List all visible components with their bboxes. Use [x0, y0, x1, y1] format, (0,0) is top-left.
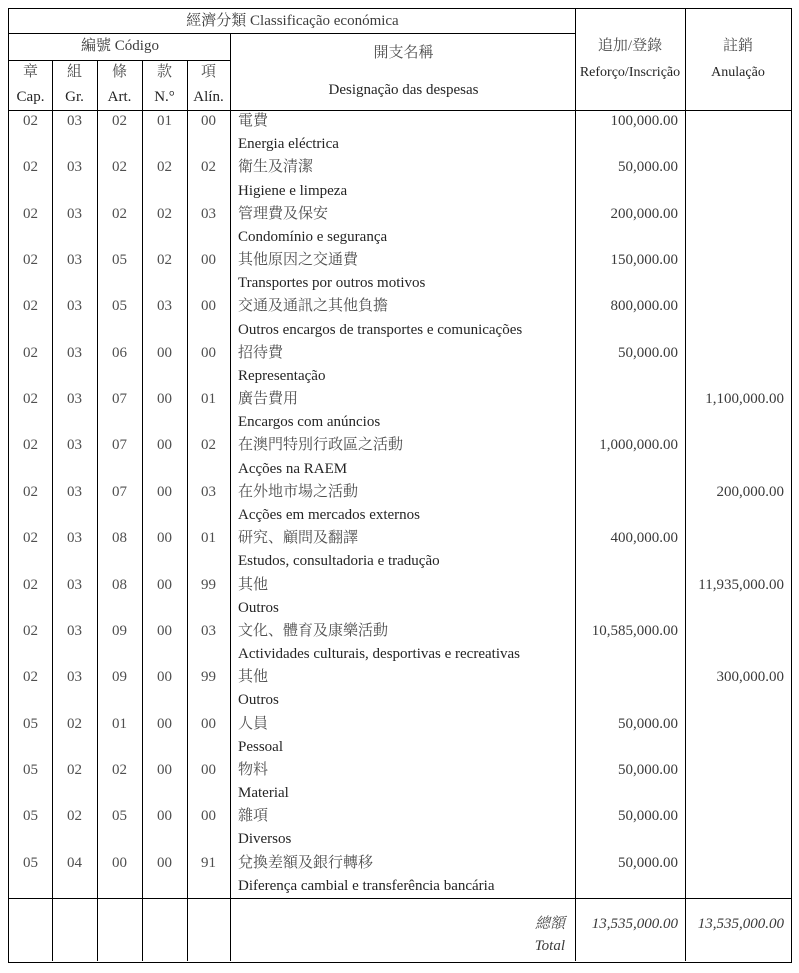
code-art: 00	[112, 854, 127, 871]
header-economic-classification: 經濟分類 Classificação económica	[186, 13, 399, 29]
total-empty-gr	[52, 898, 97, 961]
row-description	[230, 434, 575, 480]
row-description	[230, 666, 575, 712]
anulacao-amount	[685, 805, 791, 851]
total-anulacao-amount: 13,535,000.00	[697, 916, 784, 932]
description-pt: Higiene e limpeza	[238, 182, 348, 199]
header-reforco-zh: 追加/登錄	[597, 38, 663, 54]
row-description	[230, 527, 575, 573]
description-zh: 兌換差額及銀行轉移	[238, 854, 374, 871]
code-n: 00	[157, 761, 172, 778]
table-row	[9, 759, 791, 805]
code-alin: 00	[201, 298, 216, 315]
header-col-art	[97, 60, 142, 110]
code-gr: 02	[67, 715, 82, 732]
total-empty-n	[142, 898, 187, 961]
code-gr: 03	[67, 113, 82, 129]
description-zh: 人員	[238, 715, 269, 732]
row-description	[230, 574, 575, 620]
code-cap: 05	[23, 761, 38, 778]
table-row	[9, 295, 791, 341]
table-row	[9, 203, 791, 249]
code-art: 08	[112, 530, 127, 547]
code-art: 02	[112, 761, 127, 778]
code-gr: 03	[67, 669, 82, 686]
reforco-amount: 50,000.00	[618, 344, 678, 361]
code-cap: 02	[23, 344, 38, 361]
reforco-amount	[575, 666, 685, 712]
row-description	[230, 713, 575, 759]
total-label-pt: Total	[534, 938, 565, 954]
table-row	[9, 342, 791, 388]
table-row	[9, 434, 791, 480]
reforco-amount: 800,000.00	[610, 298, 678, 315]
description-zh: 文化、體育及康樂活動	[238, 622, 389, 639]
reforco-amount: 50,000.00	[618, 715, 678, 732]
code-gr: 03	[67, 622, 82, 639]
description-zh: 電費	[238, 113, 269, 129]
description-pt: Outros	[238, 692, 279, 709]
description-pt: Acções na RAEM	[238, 460, 348, 477]
code-art: 05	[112, 298, 127, 315]
anulacao-amount	[685, 203, 791, 249]
header-art-pt: Art.	[107, 89, 132, 105]
description-zh: 管理費及保安	[238, 205, 329, 222]
anulacao-amount	[685, 620, 791, 666]
total-empty-art	[97, 898, 142, 961]
code-alin: 99	[201, 576, 216, 593]
code-n: 00	[157, 715, 172, 732]
code-gr: 03	[67, 391, 82, 408]
code-cap: 05	[23, 715, 38, 732]
header-gr-zh: 組	[66, 64, 82, 80]
description-zh: 其他	[238, 576, 269, 593]
anulacao-amount	[685, 852, 791, 898]
code-alin: 03	[201, 205, 216, 222]
header-col-n	[142, 60, 187, 110]
row-description	[230, 852, 575, 898]
row-description	[230, 805, 575, 851]
code-gr: 03	[67, 205, 82, 222]
code-n: 02	[157, 205, 172, 222]
code-n: 00	[157, 854, 172, 871]
anulacao-amount	[685, 156, 791, 202]
code-alin: 91	[201, 854, 216, 871]
anulacao-amount	[685, 295, 791, 341]
code-alin: 02	[201, 437, 216, 454]
anulacao-amount	[685, 759, 791, 805]
table-row	[9, 249, 791, 295]
code-n: 00	[157, 669, 172, 686]
description-pt: Diversos	[238, 831, 292, 848]
reforco-amount: 10,585,000.00	[591, 622, 678, 639]
code-n: 00	[157, 344, 172, 361]
code-art: 06	[112, 344, 127, 361]
description-pt: Diferença cambial e transferência bancária	[238, 877, 495, 894]
code-cap: 02	[23, 159, 38, 176]
code-n: 00	[157, 576, 172, 593]
code-alin: 00	[201, 761, 216, 778]
description-zh: 在澳門特別行政區之活動	[238, 437, 404, 454]
code-cap: 02	[23, 113, 38, 129]
row-description	[230, 249, 575, 295]
total-label	[230, 898, 575, 961]
row-description	[230, 620, 575, 666]
code-cap: 02	[23, 205, 38, 222]
description-pt: Energia eléctrica	[238, 136, 339, 153]
code-n: 02	[157, 159, 172, 176]
description-pt: Outros	[238, 599, 279, 616]
row-description	[230, 110, 575, 156]
reforco-amount: 400,000.00	[610, 530, 678, 547]
code-cap: 02	[23, 391, 38, 408]
header-art-zh: 條	[111, 64, 127, 80]
code-alin: 02	[201, 159, 216, 176]
header-col-cap	[9, 60, 52, 110]
row-description	[230, 203, 575, 249]
description-zh: 雜項	[238, 808, 269, 825]
code-gr: 03	[67, 576, 82, 593]
description-zh: 研究、顧問及翻譯	[238, 530, 359, 547]
row-description	[230, 481, 575, 527]
reforco-amount: 50,000.00	[618, 854, 678, 871]
table-row	[9, 666, 791, 712]
code-cap: 02	[23, 483, 38, 500]
description-zh: 交通及通訊之其他負擔	[238, 298, 389, 315]
code-art: 09	[112, 669, 127, 686]
anulacao-amount: 300,000.00	[716, 669, 784, 686]
total-empty-cap	[9, 898, 52, 961]
code-cap: 02	[23, 669, 38, 686]
code-n: 00	[157, 808, 172, 825]
header-anulacao-zh: 註銷	[722, 38, 753, 54]
code-art: 02	[112, 113, 127, 129]
code-cap: 02	[23, 622, 38, 639]
table-row	[9, 852, 791, 898]
code-n: 00	[157, 483, 172, 500]
code-art: 07	[112, 391, 127, 408]
description-pt: Condomínio e segurança	[238, 228, 388, 245]
table-row	[9, 481, 791, 527]
table-row	[9, 574, 791, 620]
header-col-gr	[52, 60, 97, 110]
code-art: 01	[112, 715, 127, 732]
code-art: 08	[112, 576, 127, 593]
description-pt: Material	[238, 785, 289, 802]
code-alin: 00	[201, 808, 216, 825]
code-gr: 03	[67, 298, 82, 315]
description-zh: 招待費	[238, 344, 284, 361]
code-alin: 01	[201, 530, 216, 547]
anulacao-amount	[685, 249, 791, 295]
code-gr: 02	[67, 808, 82, 825]
header-anulacao-pt: Anulação	[711, 65, 765, 80]
anulacao-amount: 200,000.00	[716, 483, 784, 500]
code-gr: 02	[67, 761, 82, 778]
reforco-amount: 100,000.00	[610, 113, 678, 129]
budget-table	[8, 8, 792, 963]
header-n-pt: N.°	[154, 89, 175, 105]
row-description	[230, 295, 575, 341]
header-n-zh: 款	[156, 64, 172, 80]
code-n: 00	[157, 391, 172, 408]
header-gr-pt: Gr.	[65, 89, 84, 105]
code-gr: 03	[67, 344, 82, 361]
total-label-zh: 總額	[534, 916, 565, 932]
anulacao-amount	[685, 110, 791, 156]
table-row	[9, 713, 791, 759]
total-reforco-amount: 13,535,000.00	[591, 916, 678, 932]
table-row	[9, 805, 791, 851]
code-art: 07	[112, 437, 127, 454]
code-cap: 05	[23, 808, 38, 825]
reforco-amount	[575, 388, 685, 434]
code-cap: 05	[23, 854, 38, 871]
description-pt: Pessoal	[238, 738, 283, 755]
row-description	[230, 388, 575, 434]
description-pt: Transportes por outros motivos	[238, 275, 426, 292]
table-row	[9, 388, 791, 434]
description-zh: 其他原因之交通費	[238, 252, 359, 269]
code-n: 00	[157, 622, 172, 639]
code-art: 05	[112, 808, 127, 825]
header-anulacao-column	[685, 9, 791, 110]
code-art: 09	[112, 622, 127, 639]
description-zh: 廣告費用	[238, 391, 299, 408]
code-cap: 02	[23, 252, 38, 269]
code-alin: 00	[201, 252, 216, 269]
code-alin: 00	[201, 113, 216, 129]
code-art: 02	[112, 205, 127, 222]
table-row	[9, 527, 791, 573]
reforco-amount: 150,000.00	[610, 252, 678, 269]
code-cap: 02	[23, 298, 38, 315]
code-cap: 02	[23, 576, 38, 593]
description-zh: 衛生及清潔	[238, 159, 314, 176]
code-cap: 02	[23, 437, 38, 454]
anulacao-amount	[685, 527, 791, 573]
code-n: 03	[157, 298, 172, 315]
code-cap: 02	[23, 530, 38, 547]
code-art: 05	[112, 252, 127, 269]
total-empty-alin	[187, 898, 230, 961]
reforco-amount: 200,000.00	[610, 205, 678, 222]
header-reforco-column	[575, 9, 685, 110]
header-designacao-zh: 開支名稱	[373, 45, 434, 61]
code-alin: 03	[201, 622, 216, 639]
reforco-amount: 1,000,000.00	[599, 437, 678, 454]
description-zh: 其他	[238, 669, 269, 686]
code-gr: 03	[67, 252, 82, 269]
total-row	[9, 898, 791, 961]
code-alin: 03	[201, 483, 216, 500]
code-n: 00	[157, 530, 172, 547]
header-reforco-pt: Reforço/Inscrição	[579, 65, 681, 80]
anulacao-amount	[685, 434, 791, 480]
description-pt: Encargos com anúncios	[238, 414, 381, 431]
header-designacao	[231, 33, 576, 110]
header-codigo: 編號 Código	[81, 38, 159, 54]
row-description	[230, 342, 575, 388]
header-cap-pt: Cap.	[16, 89, 45, 105]
anulacao-amount	[685, 713, 791, 759]
code-n: 00	[157, 437, 172, 454]
code-alin: 00	[201, 344, 216, 361]
reforco-amount	[575, 481, 685, 527]
row-description	[230, 156, 575, 202]
reforco-amount: 50,000.00	[618, 761, 678, 778]
code-n: 02	[157, 252, 172, 269]
header-alin-pt: Alín.	[193, 89, 224, 105]
code-gr: 03	[67, 483, 82, 500]
table-row	[9, 110, 791, 156]
reforco-amount: 50,000.00	[618, 808, 678, 825]
description-zh: 在外地市場之活動	[238, 483, 359, 500]
header-designacao-pt: Designação das despesas	[328, 82, 479, 98]
code-gr: 03	[67, 159, 82, 176]
code-gr: 03	[67, 530, 82, 547]
table-row	[9, 620, 791, 666]
code-art: 07	[112, 483, 127, 500]
code-gr: 03	[67, 437, 82, 454]
description-zh: 物料	[238, 761, 269, 778]
description-pt: Estudos, consultadoria e tradução	[238, 553, 440, 570]
description-pt: Acções em mercados externos	[238, 507, 421, 523]
header-col-alin	[187, 60, 230, 110]
anulacao-amount	[685, 342, 791, 388]
code-alin: 99	[201, 669, 216, 686]
header-alin-zh: 項	[200, 64, 216, 80]
header-cap-zh: 章	[22, 64, 38, 80]
table-row	[9, 156, 791, 202]
description-pt: Actividades culturais, desportivas e recreativas	[238, 646, 520, 663]
code-gr: 04	[67, 854, 82, 871]
description-pt: Representação	[238, 367, 326, 384]
code-alin: 01	[201, 391, 216, 408]
anulacao-amount: 11,935,000.00	[698, 576, 784, 593]
reforco-amount: 50,000.00	[618, 159, 678, 176]
anulacao-amount: 1,100,000.00	[705, 391, 784, 408]
description-pt: Outros encargos de transportes e comunicações	[238, 321, 523, 338]
reforco-amount	[575, 574, 685, 620]
code-art: 02	[112, 159, 127, 176]
code-n: 01	[157, 113, 172, 129]
budget-table-inner	[9, 9, 791, 961]
code-alin: 00	[201, 715, 216, 732]
row-description	[230, 759, 575, 805]
